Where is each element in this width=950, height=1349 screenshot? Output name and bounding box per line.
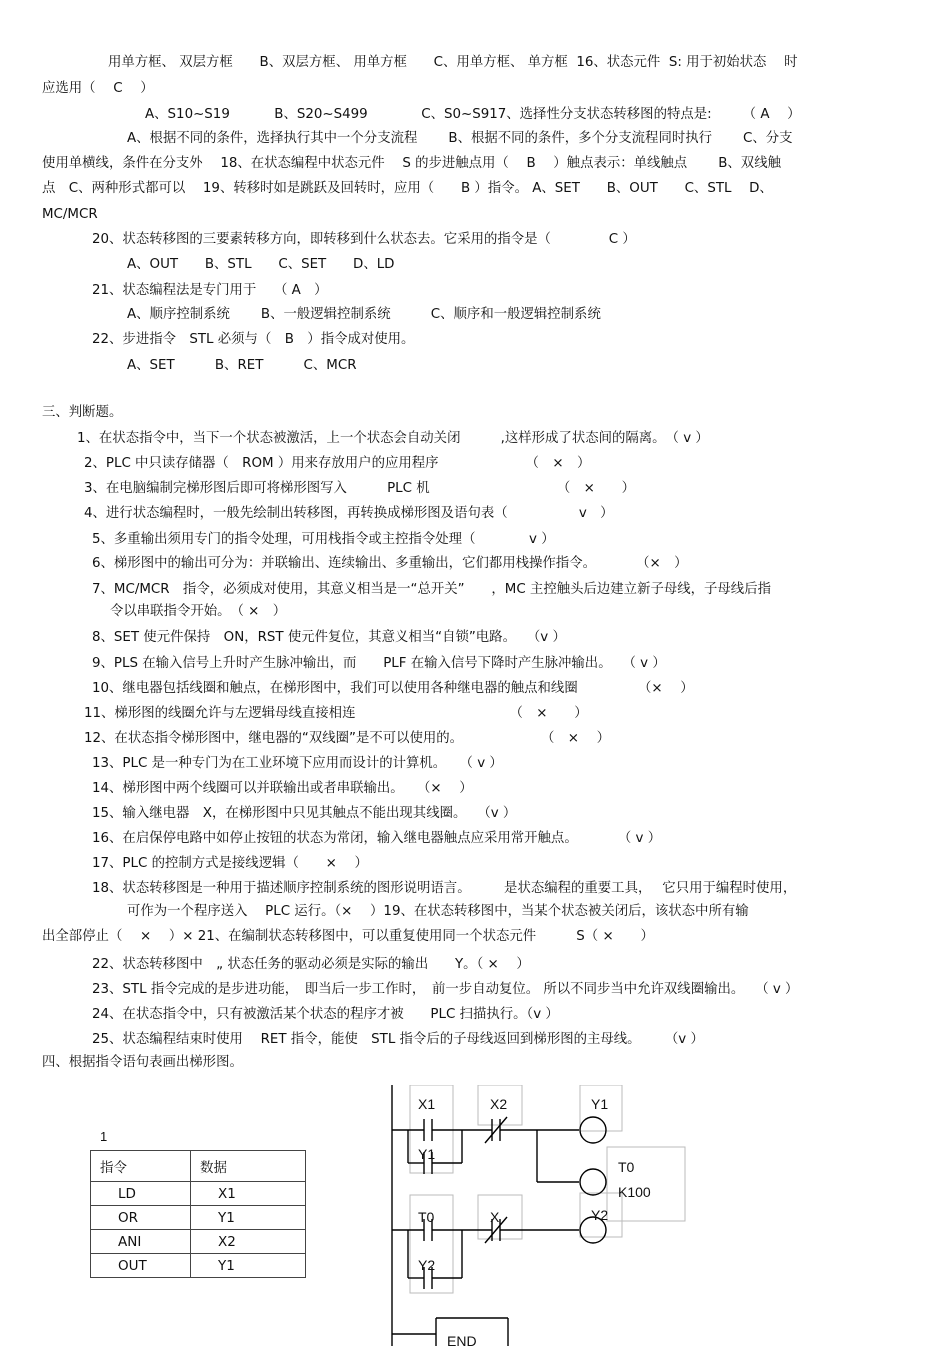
text-line: A、OUT B、STL C、SET D、LD	[127, 257, 395, 272]
table-cell: ANI	[91, 1230, 191, 1254]
section-heading: 三、判断题。	[42, 405, 123, 420]
text-line: 使用单横线，条件在分支外 18、在状态编程中状态元件 S 的步进触点用（ B ）触点表示：单线触点 B、双线触	[42, 156, 781, 171]
text-line: 8、SET 使元件保持 ON，RST 使元件复位，其意义相当“自锁”电路。 （v ）	[92, 630, 566, 645]
table-row	[91, 1206, 306, 1230]
header-cell: 指令	[91, 1151, 191, 1182]
text-line: 12、在状态指令梯形图中，继电器的“双线圈”是不可以使用的。 （ × ）	[84, 731, 611, 746]
table-cell: X2	[191, 1230, 306, 1254]
text-line: 14、梯形图中两个线圈可以并联输出或者串联输出。 （× ）	[92, 781, 473, 796]
end-label: END	[447, 1333, 477, 1349]
contact-label: T0	[418, 1209, 435, 1225]
timer-constant-label: K100	[618, 1184, 651, 1200]
table-cell: Y1	[191, 1206, 306, 1230]
text-line: 20、状态转移图的三要素转移方向，即转移到什么状态去。它采用的指令是（ C ）	[92, 232, 636, 247]
text-line: 令以串联指令开始。 （ × ）	[110, 604, 287, 619]
table-cell: OUT	[91, 1254, 191, 1278]
text-line: 1、在状态指令中，当下一个状态被激活，上一个状态会自动关闭 ,这样形成了状态间的隔离。 （ v ）	[77, 431, 709, 446]
text-line: A、SET B、RET C、MCR	[127, 358, 357, 373]
timer-label: T0	[618, 1159, 635, 1175]
text-line: 3、在电脑编制完梯形图后即可将梯形图写入 PLC 机 （ × ）	[84, 481, 636, 496]
text-line: 5、多重输出须用专门的指令处理，可用栈指令或主控指令处理（ v ）	[92, 532, 555, 547]
text-line: 25、状态编程结束时使用 RET 指令，能使 STL 指令后的子母线返回到梯形图的主母线。 （v ）	[92, 1032, 704, 1047]
text-line: 10、继电器包括线圈和触点，在梯形图中，我们可以使用各种继电器的触点和线圈 （× ）	[92, 681, 694, 696]
text-line: A、根据不同的条件，选择执行其中一个分支流程 B、根据不同的条件，多个分支流程同时执行 C、分支	[127, 131, 793, 146]
table-row	[91, 1182, 306, 1206]
table-cell: LD	[91, 1182, 191, 1206]
text-line: 17、PLC 的控制方式是接线逻辑（ × ）	[92, 856, 368, 871]
text-line: 点 C、两种形式都可以 19、转移时如是跳跃及回转时，应用（ B ）指令。 A、SET B、OUT C、STL D、	[42, 181, 773, 196]
ladder-diagram	[380, 1085, 700, 1349]
text-line: 23、STL 指令完成的是步进功能， 即当后一步工作时， 前一步自动复位。 所以不同步当中允许双线圈输出。 （ v ）	[92, 982, 799, 997]
contact-label: Y2	[418, 1257, 436, 1273]
text-line: 6、梯形图中的输出可分为：并联输出、连续输出、多重输出，它们都用栈操作指令。 （× ）	[92, 556, 688, 571]
contact-label: X	[490, 1209, 500, 1225]
header-cell: 数据	[191, 1151, 306, 1182]
text-line: 出全部停止（ × ）× 21、在编制状态转移图中，可以重复使用同一个状态元件 S（ × ）	[42, 929, 654, 944]
text-line: 13、PLC 是一种专门为在工业环境下应用而设计的计算机。 （ v ）	[92, 756, 503, 771]
text-line: 用单方框、 双层方框 B、双层方框、 用单方框 C、用单方框、 单方框 16、状态元件 S: 用于初始状态 时	[108, 55, 798, 70]
instruction-table	[90, 1150, 306, 1278]
text-line: 2、PLC 中只读存储器（ ROM ）用来存放用户的应用程序 （ × ）	[84, 456, 591, 471]
table-number: 1	[100, 1129, 108, 1144]
table-cell: X1	[191, 1182, 306, 1206]
text-line: 4、进行状态编程时，一般先绘制出转移图，再转换成梯形图及语句表（ v ）	[84, 506, 614, 521]
text-line: 7、MC/MCR 指令，必须成对使用，其意义相当是一“总开关” ，MC 主控触头后边建立新子母线，子母线后指	[92, 582, 771, 597]
text-line: MC/MCR	[42, 207, 98, 222]
section-heading: 四、根据指令语句表画出梯形图。	[42, 1055, 243, 1070]
table-row	[91, 1254, 306, 1278]
text-line: 18、状态转移图是一种用于描述顺序控制系统的图形说明语言。 是状态编程的重要工具， 它只用于编程时使用，	[92, 881, 797, 896]
table-header-row	[91, 1151, 306, 1182]
contact-label: Y1	[418, 1146, 436, 1162]
text-line: 22、步进指令 STL 必须与（ B ）指令成对使用。	[92, 332, 415, 347]
text-line: 21、状态编程法是专门用于 （ A ）	[92, 283, 328, 298]
text-line: A、顺序控制系统 B、一般逻辑控制系统 C、顺序和一般逻辑控制系统	[127, 307, 601, 322]
text-line: 11、梯形图的线圈允许与左逻辑母线直接相连 （ × ）	[84, 706, 588, 721]
coil-label: Y2	[591, 1207, 609, 1223]
text-line: 22、状态转移图中 „ 状态任务的驱动必须是实际的输出 Y。（ × ）	[92, 957, 530, 972]
text-line: 应选用（ C ）	[42, 81, 154, 96]
text-line: A、S10~S19 B、S20~S499 C、S0~S917、选择性分支状态转移图的特点是: （ A ）	[145, 107, 801, 122]
contact-label: X2	[490, 1096, 508, 1112]
text-line: 可作为一个程序送入 PLC 运行。（× ）19、在状态转移图中，当某个状态被关闭后，该状态中所有输	[127, 904, 749, 919]
coil-label: Y1	[591, 1096, 609, 1112]
text-line: 9、PLS 在输入信号上升时产生脉冲输出，而 PLF 在输入信号下降时产生脉冲输出。 （ v ）	[92, 656, 666, 671]
text-line: 16、在启保停电路中如停止按钮的状态为常闭，输入继电器触点应采用常开触点。 （ v ）	[92, 831, 662, 846]
text-line: 15、输入继电器 X，在梯形图中只见其触点不能出现其线圈。 （v ）	[92, 806, 517, 821]
table-cell: Y1	[191, 1254, 306, 1278]
table-cell: OR	[91, 1206, 191, 1230]
table-row	[91, 1230, 306, 1254]
text-line: 24、在状态指令中，只有被激活某个状态的程序才被 PLC 扫描执行。（v ）	[92, 1007, 559, 1022]
contact-label: X1	[418, 1096, 436, 1112]
